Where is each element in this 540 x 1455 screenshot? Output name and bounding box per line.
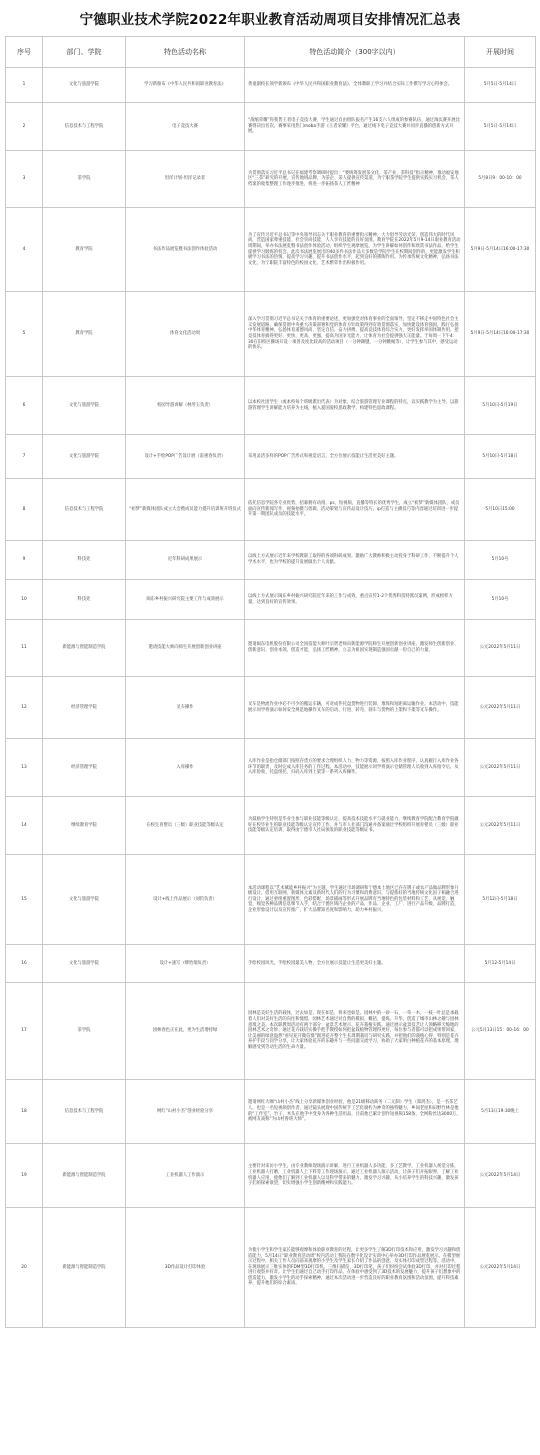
table-row: [6, 983, 536, 1080]
table-row: [6, 855, 536, 945]
cell-activity-name: 3D作品设计打印体验: [126, 1208, 245, 1328]
cell-activity-name: 闽东乡村振兴研究院主要工作与成效展示: [126, 580, 245, 620]
table-row: [6, 620, 536, 677]
cell-activity-name: 叉车操作: [126, 677, 245, 739]
table-row: [6, 435, 536, 479]
cell-no: 16: [6, 945, 43, 983]
table-row: [6, 479, 536, 541]
cell-department: 文化与旅游学院: [43, 855, 126, 945]
cell-department: 科技处: [43, 580, 126, 620]
cell-no: 13: [6, 739, 43, 797]
table-header-row: [6, 37, 536, 68]
table-row: [6, 151, 536, 208]
table-row: [6, 103, 536, 151]
header-department: 部门、学院: [43, 37, 126, 68]
cell-activity-name: 网红“山村小杰”创业经验分享: [126, 1080, 245, 1144]
cell-activity-name: 工业机器人工作演示: [126, 1144, 245, 1208]
cell-no: 6: [6, 377, 43, 435]
cell-department: 茶学院: [43, 983, 126, 1080]
cell-department: 教育学院: [43, 208, 126, 292]
cell-no: 1: [6, 68, 43, 103]
cell-time: 5月13日19:30晚上: [465, 1080, 536, 1144]
cell-department: 茶学院: [43, 151, 126, 208]
cell-activity-intro: 为贯彻落实习近平总书记在福建考察调研时提出：“要统筹发展茶文化、茶产业、茶科技”指示精神，推动福安地区“三茶”研究的开展，宣传地域品牌，为茶企、茶人提供宣传渠道，为宁职茶学院学生提供实践实习机会，茶人档案的收集整理工作逐步推进，将进一步拓扬茶人工匠精神: [245, 151, 465, 208]
cell-activity-name: 入库操作: [126, 739, 245, 797]
cell-time: 公元2022年5月14日: [465, 1144, 536, 1208]
cell-department: 信息技术与工程学院: [43, 1080, 126, 1144]
cell-time: 公元2022年5月11日: [465, 677, 536, 739]
cell-time: 5月12日-5月18日: [465, 855, 536, 945]
cell-activity-name: 园林春色正在此，更为生活增持绿: [126, 983, 245, 1080]
summary-table: [5, 36, 536, 1328]
cell-activity-intro: 园林是美好生活的载体，过去如是，现在如是，将来也如是。园林中的一砂一石，一草一木，一枝一叶总是承载着人们对美好生活的向往和憧憬，园林艺术通过对自然的模拟、概括、提炼、升华，创造了城市山林之趣与园林意境之美。本次职教周活动有两个部分：盆景艺术展示、花卉栽植实践。通过展示盆景技艺让人领略移天缩地的园林艺术之奇妙；通过花卉栽培实操手把手教授如何把盆栽植物管理得更好，每位参与者都可以把成果带回家，让美丽的绿意盎然“看见花开微信群”跟进花卉整个生长周期栽培与研究实践，并把他们的栽植心得、特别是花卉养护手段与同学分享，让大家体验花卉的乐趣并与一些问题交流学习，协助了大家明白种植花卉的基本原理，理解感受到劳动生活的生命力量。: [245, 983, 465, 1080]
cell-activity-name: 设计+手绘POP广告设计展（雷惠春负责）: [126, 435, 245, 479]
cell-activity-intro: 为鼓励学生特别是毕业生参与职业技能等级认定，提高技术技能水平与就业能力，继续教育学院配合教育学院做好在校毕业生的职业技能等级认定宣传工作，并与市人社部门沟通并备案通过学校组织开展育婴员（三级）职业技能等级认定培训，取得由宁德市人社局颁发的职业技能等级证书。: [245, 797, 465, 855]
cell-activity-intro: 以本校社团学生（或本校每个班级派出代表）为对象，结合旅游管理专业课程的特点，以实践教学为主导，以旅游管理学生讲解能力培养为主线，植入爱国爱校思政教学，构建特色思政课程。: [245, 377, 465, 435]
cell-time: 5月10日15:00: [465, 479, 536, 541]
cell-no: 12: [6, 677, 43, 739]
table-body: [6, 68, 536, 1328]
cell-department: 文化与旅游学院: [43, 435, 126, 479]
table-row: [6, 1208, 536, 1328]
table-row: [6, 797, 536, 855]
cell-time: 5月5日-5月14日: [465, 103, 536, 151]
cell-time: 5月5日-5月14日: [465, 68, 536, 103]
cell-no: 10: [6, 580, 43, 620]
cell-activity-intro: 邀请网红大咖“山村小杰”线上分享新媒体创业经验，他是21级移动商务（二元制）学生（郑鸿杰），是一名茶艺人，也是一名短视频创作者，通过镜头展现中国传统手工艺化腐朽为神奇的独特魅力，乡间老屋和田野竹林是他的“工作室”，竹子、木头在他手中变身为各种生活用品，目前他已累计创作短视频158条，全网粉丝达3000万，被网友戏称“为山村鲁班大师”。: [245, 1080, 465, 1144]
cell-time: 公元2022年5月11日: [465, 797, 536, 855]
cell-no: 9: [6, 541, 43, 580]
cell-time: 公元2022年5月14日: [465, 1208, 536, 1328]
table-row: [6, 292, 536, 377]
cell-department: 文化与旅游学院: [43, 945, 126, 983]
cell-department: 文化与旅游学院: [43, 377, 126, 435]
cell-activity-intro: 邀请闽东电机股份有限公司全国技能大师叶宗贤老师向新能源学院师生开展创新创业讲座，激发师生创新创业、创新意识、创业本领，创造才能，弘扬工匠精神，立志为祖国实现制造强国贡献一份自己的力量。: [245, 620, 465, 677]
cell-no: 8: [6, 479, 43, 541]
cell-activity-name: 近年科研成果展示: [126, 541, 245, 580]
cell-time: 5月9日-5月14日16:00-17:30: [465, 208, 536, 292]
header-time: 开展时间: [465, 37, 536, 68]
table-row: [6, 1080, 536, 1144]
cell-activity-intro: 叉车是物流作业中必不可少的搬运车辆，可对成件托盘货物进行装卸、堆垛和短距离运输作业。本活动中，技能展示同学将演示如何安全规范地操作叉车的启动、行进、转弯、刹车与货物的上架和下架等叉车操作。: [245, 677, 465, 739]
cell-no: 4: [6, 208, 43, 292]
cell-time: 5月10号: [465, 541, 536, 580]
cell-department: 信息技术与工程学院: [43, 103, 126, 151]
cell-department: 文化与旅游学院: [43, 68, 126, 103]
cell-activity-intro: 黄童副校长领学新颁布《中华人民共和国职业教育法》，全体教职工学习并结合实际工作撰写学习心得体会。: [245, 68, 465, 103]
cell-time: 5月10号: [465, 580, 536, 620]
cell-no: 2: [6, 103, 43, 151]
cell-activity-name: 邀请技能大师向师生开展创新创业讲座: [126, 620, 245, 677]
table-row: [6, 208, 536, 292]
cell-no: 17: [6, 983, 43, 1080]
cell-activity-intro: 主要针对来访小学生，由专业教师现场演示讲解，进行工业机器人多功能、多工艺教学，工业机器人视觉分拣，工业机器人打磨，工业机器人上下料等工作现场演示，通过工业机器人演示活动，让孩子们开拓眼界，了解工业机器人应用，使他们了解到工业机器人以及科学带来的魅力，激发学习兴趣，从小培养学生的科技兴趣，激发孩子们的探索欲望，切实增强小学生创新精神和实践能力。: [245, 1144, 465, 1208]
cell-no: 14: [6, 797, 43, 855]
table-row: [6, 377, 536, 435]
cell-activity-name: 书法作品展览暨书法创作体验活动: [126, 208, 245, 292]
cell-time: 5月10日-5月19日: [465, 377, 536, 435]
cell-activity-intro: 为使小学生和学生家长能够观摩和体验职业教育的过程，让更多学生了解3D打印技术和应用，激发学习兴趣和创造能力，5月14日“职业教育活动周”校内活动上我院在数字化设计实训中心举办3D打印作品展览展示。在模型展示过程中，相关工作人员向前来观摩的小学生及学生家长介绍了作品的创意，及实体打印成型过程等。活动中，在现场展示三维实体的FDM型3D打印机、三维扫描仪、3D打印笔，孩子们纷纷尝试体验3D打印，并对打印过程进行观察并好奇。让学生们通过自己动手打印作品，在体验中感受到了3D技术的发展魅力，提升孩子们想象中的创造能力，激发小学生的动手探索精神，通过本次活动进一步营造良好的职业教育氛围和活动氛围，提升科技素养，提升他们的综合素质。: [245, 1208, 465, 1328]
cell-activity-intro: 依托信息学院各专业优势，招募拥有动漫、ps、短视频、直播等特长的优秀学生，成立“初梦”新媒体团队，成员面向宣传新闻写作、视频拍摄与剪辑、活动策划与宣传品设计技巧、ip打造与主播技巧等内容通过培训进一步提升第一期团队成员的技能水平。: [245, 479, 465, 541]
cell-activity-name: 学习新颁布《中华人民共和国职业教育法》: [126, 68, 245, 103]
cell-no: 15: [6, 855, 43, 945]
cell-no: 18: [6, 1080, 43, 1144]
cell-activity-name: 坦洋计划-坦洋记录者: [126, 151, 245, 208]
cell-activity-name: 设计+线上作品展示（刘钧负责）: [126, 855, 245, 945]
cell-time: 5月12-5月14日: [465, 945, 536, 983]
cell-activity-name: 体育文化活动周: [126, 292, 245, 377]
cell-department: 信息技术与工程学院: [43, 479, 126, 541]
cell-department: 经济管理学院: [43, 677, 126, 739]
cell-activity-intro: 手绘校园风光，手绘校园最美人物，全方位展示技能让生活更美好主题。: [245, 945, 465, 983]
cell-activity-intro: 入库作业是指仓储部门按照存货方的要求合理组织人力、物力等资源，按照入库作业程序，认真履行入库作业各环节的职责，及时完成入库任务的工作过程。本活动中，技能展示同学将演示仓储管理人员收到入库指令后，从入库验收、托盘组托、扫码入库到上架等一系列入库操作。: [245, 739, 465, 797]
cell-activity-name: 电子竞技大赛: [126, 103, 245, 151]
cell-activity-intro: 本活动课程以“艺术赋能乡村振兴”为主题，学生通过市场调研和宁德本土地区已存在牌子或农产品做品牌形象升级设计，借用互联网、新媒体元素及新时代人们的行为习惯和消费意识，与提炼好的当地传统文化因子相融合进行设计，通过重组重置图形、色彩搭配、场景插画等形式开展品牌有当地特色的包装材料和工艺，从视觉、触觉、嗅觉各种品牌信息细节入手，结合宁德区域内企业的产品，作品、企业、工厂、进行产品升级，品牌打造，企业形象设计以及宣传推广，扩大品牌知名度和影响力，助力乡村振兴。: [245, 855, 465, 945]
cell-department: 科技处: [43, 541, 126, 580]
cell-activity-intro: “战缩荣耀”你我皆王者电子竞技大赛，学生通过自由组队报名产生16支六人组成的参赛队伍，通过淘汰赛开展比赛得决出名次。赛事采用热门moba手游《王者荣耀》平台，通过线下电子竞技大赛并同步直播的创新方式开展。: [245, 103, 465, 151]
cell-time: 公元2022年5月11日: [465, 739, 536, 797]
cell-no: 5: [6, 292, 43, 377]
cell-time: 5月8日9：00-10：00: [465, 151, 536, 208]
cell-no: 7: [6, 435, 43, 479]
table-row: [6, 68, 536, 103]
cell-no: 19: [6, 1144, 43, 1208]
cell-time: 公元5月13日15：00-16：00: [465, 983, 536, 1080]
cell-time: 5月9日-5月14日16:00-17:30: [465, 292, 536, 377]
header-activity-intro: 特色活动简介（300字以内）: [245, 37, 465, 68]
cell-no: 11: [6, 620, 43, 677]
header-activity-name: 特色活动名称: [126, 37, 245, 68]
cell-time: 公元2022年5月11日: [465, 620, 536, 677]
cell-department: 继续教育学院: [43, 797, 126, 855]
cell-activity-name: 校园导游讲解（林琴玉负责）: [126, 377, 245, 435]
cell-activity-intro: 深入学习贯彻习近平总书记关于体育的重要论述，更加强党对体育事业的全面领导，坚定不移走中国特色社会主义发展道路，确保贯彻中央重大决策部署和党的体育方针政策得到有效贯彻落实，加快建设体育强国，践行弘扬中华体育精神，弘扬体育道德风尚，坚定自信，奋力拼搏，提高竞技体育综合实力，更好发挥举国体制作用，把竞技体育搞得更好、更快、更高、更强，提高为国争光能力，让体育为社会提供强大正能量。于每周一下午4：30在旧校区操场开设一项普及度比较高的活动项目（一分钟踢毽、一分钟跳绳等），让学生参与其中，感受运动的快乐。: [245, 292, 465, 377]
cell-activity-name: “初梦”新媒体团队成立大会暨成员能力提升培训班开班仪式: [126, 479, 245, 541]
cell-department: 经济管理学院: [43, 739, 126, 797]
cell-activity-name: 在校生育婴员（三级）职业技能等级认定: [126, 797, 245, 855]
cell-activity-intro: 为了宣传习近平总书记等中央领导同志关于职业教育的重要指示精神，大力倡导劳动光荣、创造伟大的时代风尚，营造国家尊重技能、社会崇尚技能、人人享有技能的良好氛围。教育学院在2022年5月9-14日职业教育活动周期间，举办书法展览暨书法创作体验活动，组织学生观摩展览，为学生讲解如何创作和欣赏书法作品，给学生提供学习锻炼的机会。此次书法展览展出的40多件书法作品大多数是学院学生在校期间创作的，更能激发学生积极学习书法的热情，提高学习兴趣，提升书法创作水平，起到良好的熏陶作用。为传承传统文化精神，弘扬书法文化，为宁职院丰富特色的校园文化、艺术繁荣作出积极作用。: [245, 208, 465, 292]
cell-department: 新能源与智能制造学院: [43, 620, 126, 677]
table-row: [6, 945, 536, 983]
cell-activity-intro: 采用灵活多样的POP广告形式和视觉语言，全方位展示技能让生活更美好主题。: [245, 435, 465, 479]
cell-activity-intro: 以线上方式展示闽东乡村振兴研究院近年来的工作与成效，重点宣传1-2个优秀科技特派员案例，形成榜样力量，达到良好的宣传效果。: [245, 580, 465, 620]
cell-activity-intro: 以线上方式展示近年来学校教职工取得的各项科研成果。激励广大教师积极主动投身于科研工作，不断提升个人学术水平，也为学校的提升发展做出个人贡献。: [245, 541, 465, 580]
cell-time: 5月10日-5月18日: [465, 435, 536, 479]
table-row: [6, 541, 536, 580]
table-row: [6, 580, 536, 620]
table-row: [6, 739, 536, 797]
header-no: 序号: [6, 37, 43, 68]
table-row: [6, 677, 536, 739]
cell-no: 3: [6, 151, 43, 208]
cell-department: 新能源与智能制造学院: [43, 1144, 126, 1208]
page-title: 宁德职业技术学院2022年职业教育活动周项目安排情况汇总表: [79, 12, 461, 28]
summary-sheet: [5, 0, 535, 1328]
cell-department: 教育学院: [43, 292, 126, 377]
cell-department: 新能源与智能制造学院: [43, 1208, 126, 1328]
cell-activity-name: 设计+速写（缪怡瑞负责）: [126, 945, 245, 983]
table-row: [6, 1144, 536, 1208]
cell-no: 20: [6, 1208, 43, 1328]
